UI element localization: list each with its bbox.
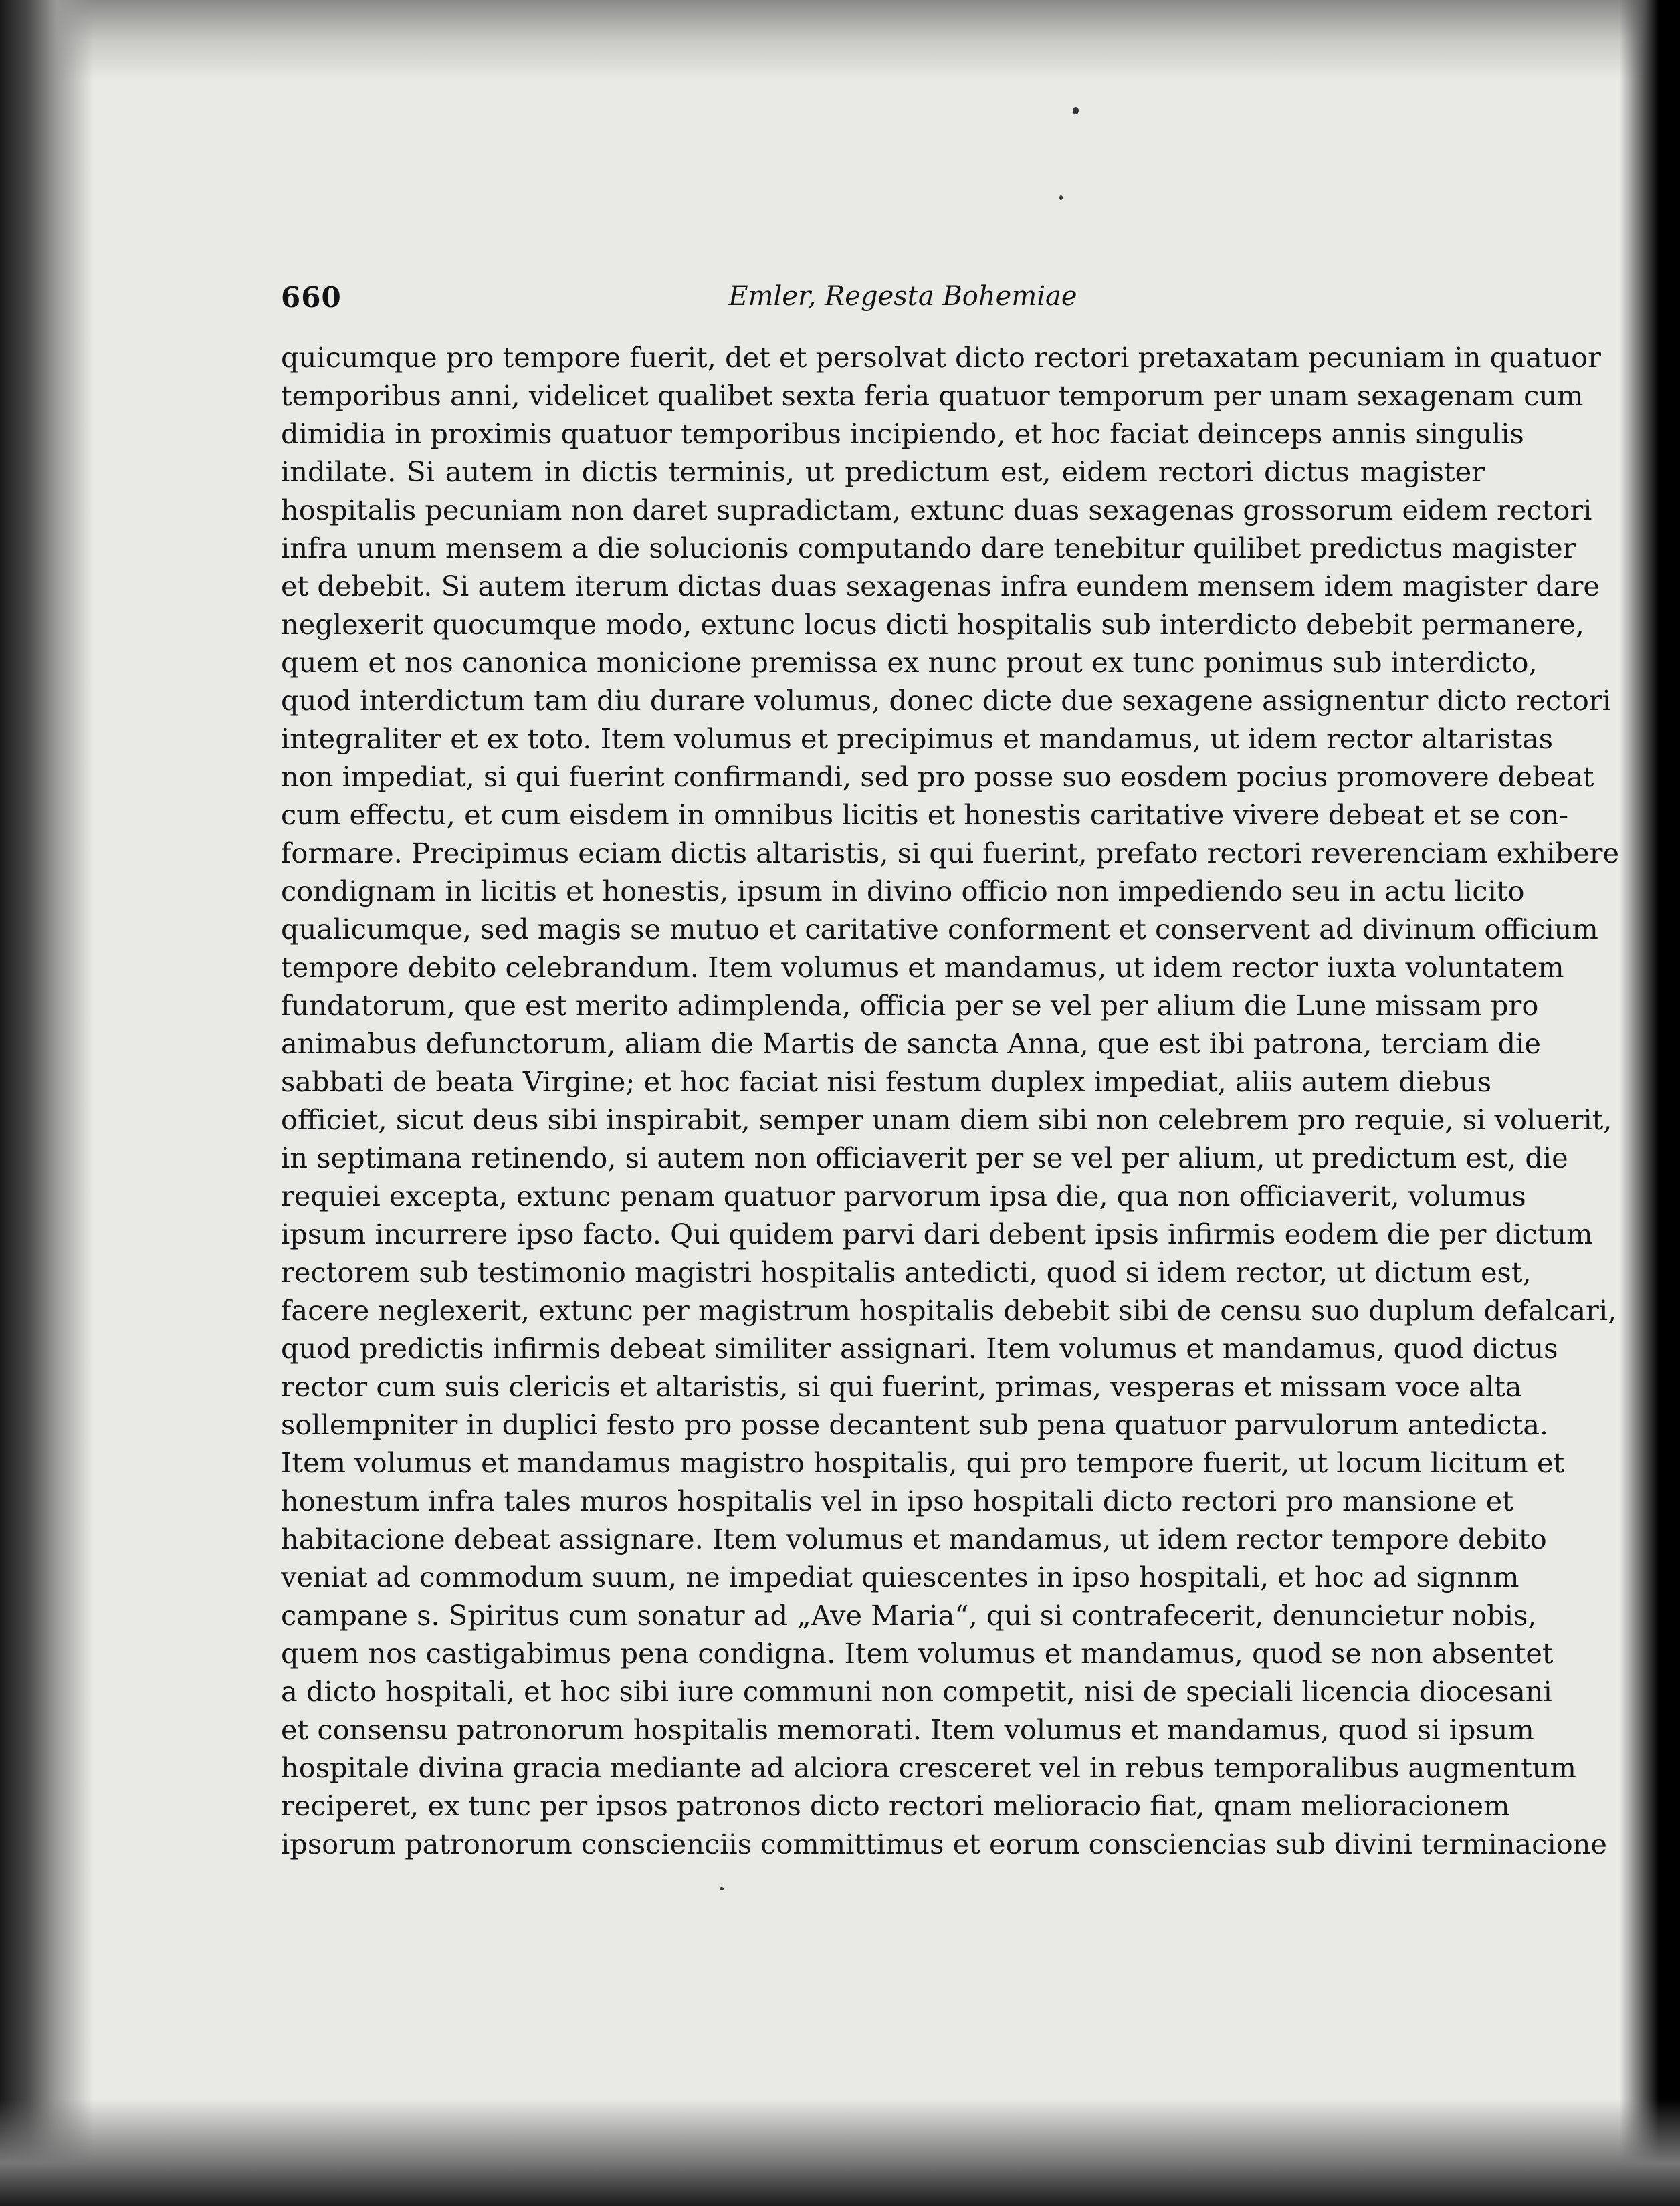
text-line: rector cum suis clericis et altaristis, si qui fuerint, primas, vesperas et missam voce alta (281, 1370, 1522, 1403)
text-line: quem nos castigabimus pena condigna. Item volumus et mandamus, quod se non absentet (281, 1637, 1554, 1670)
text-line: sabbati de beata Virgine; et hoc faciat nisi festum duplex impediat, aliis autem diebus (281, 1065, 1492, 1098)
text-line: quicumque pro tempore fuerit, det et persolvat dicto rectori pretaxatam pecuniam in quatuor (281, 341, 1601, 374)
text-line: indilate. Si autem in dictis terminis, ut predictum est, eidem rectori dictus magister (281, 455, 1485, 488)
scan-shadow-top (0, 0, 1680, 80)
text-line: animabus defunctorum, aliam die Martis de sancta Anna, que est ibi patrona, terciam die (281, 1027, 1541, 1060)
text-line: sollempniter in duplici festo pro posse decantent sub pena quatuor parvulorum antedicta. (281, 1408, 1549, 1441)
text-line: integraliter et ex toto. Item volumus et precipimus et mandamus, ut idem rector altaristas (281, 722, 1553, 755)
text-line: quod interdictum tam diu durare volumus, donec dicte due sexagene assignentur dicto rectori (281, 684, 1611, 717)
dust-speck (720, 1887, 724, 1890)
text-line: quem et nos canonica monicione premissa ex nunc prout ex tunc ponimus sub interdicto, (281, 646, 1538, 679)
text-line: cum effectu, et cum eisdem in omnibus licitis et honestis caritative vivere debeat et se con- (281, 798, 1569, 831)
text-line: Item volumus et mandamus magistro hospitalis, qui pro tempore fuerit, ut locum licitum et (281, 1446, 1565, 1479)
text-line: qualicumque, sed magis se mutuo et caritative conforment et conservent ad divinum officium (281, 913, 1598, 946)
text-line: et debebit. Si autem iterum dictas duas sexagenas infra eundem mensem idem magister dare (281, 570, 1600, 602)
text-line: tempore debito celebrandum. Item volumus et mandamus, ut idem rector iuxta voluntatem (281, 951, 1564, 984)
text-line: officiet, sicut deus sibi inspirabit, semper unam diem sibi non celebrem pro requie, si voluerit, (281, 1103, 1612, 1136)
text-line: non impediat, si qui fuerint confirmandi, sed pro posse suo eosdem pocius promovere debeat (281, 760, 1594, 793)
text-line: in septimana retinendo, si autem non officiaverit per se vel per alium, ut predictum est, die (281, 1141, 1568, 1174)
text-line: a dicto hospitali, et hoc sibi iure communi non competit, nisi de speciali licencia diocesani (281, 1675, 1552, 1708)
running-title: Emler, Regesta Bohemiae (728, 281, 1077, 312)
text-line: neglexerit quocumque modo, extunc locus dicti hospitalis sub interdicto debebit permanere, (281, 608, 1585, 641)
scan-shadow-left (0, 0, 94, 2206)
text-line: hospitale divina gracia mediante ad alciora cresceret vel in rebus temporalibus augmentum (281, 1751, 1576, 1784)
text-line: et consensu patronorum hospitalis memorati. Item volumus et mandamus, quod si ipsum (281, 1713, 1534, 1746)
text-line: hospitalis pecuniam non daret supradictam, extunc duas sexagenas grossorum eidem rectori (281, 493, 1592, 526)
page-header (281, 281, 1485, 321)
text-line: fundatorum, que est merito adimplenda, officia per se vel per alium die Lune missam pro (281, 989, 1539, 1022)
dust-speck (1073, 107, 1079, 114)
text-line: rectorem sub testimonio magistri hospitalis antedicti, quod si idem rector, ut dictum est, (281, 1256, 1532, 1289)
text-line: temporibus anni, videlicet qualibet sexta feria quatuor temporum per unam sexagenam cum (281, 379, 1584, 412)
text-line: condignam in licitis et honestis, ipsum in divino officio non impediendo seu in actu licito (281, 875, 1525, 907)
text-line: formare. Precipimus eciam dictis altaristis, si qui fuerint, prefato rectori reverenciam exhibere (281, 837, 1620, 869)
text-line: infra unum mensem a die solucionis computando dare tenebitur quilibet predictus magister (281, 532, 1576, 564)
text-line: reciperet, ex tunc per ipsos patronos dicto rectori melioracio fiat, qnam melioracionem (281, 1789, 1510, 1822)
text-line: honestum infra tales muros hospitalis vel in ipso hospitali dicto rectori pro mansione et (281, 1484, 1514, 1517)
text-line: ipsorum patronorum conscienciis committimus et eorum consciencias sub divini terminacione (281, 1828, 1607, 1860)
scan-shadow-bottom (0, 2099, 1680, 2206)
dust-speck (1059, 195, 1063, 200)
text-line: habitacione debeat assignare. Item volumus et mandamus, ut idem rector tempore debito (281, 1523, 1547, 1555)
text-line: dimidia in proximis quatuor temporibus incipiendo, et hoc faciat deinceps annis singulis (281, 417, 1524, 450)
page-number: 660 (281, 281, 342, 314)
text-line: requiei excepta, extunc penam quatuor parvorum ipsa die, qua non officiaverit, volumus (281, 1180, 1526, 1212)
text-line: facere neglexerit, extunc per magistrum hospitalis debebit sibi de censu suo duplum defalcari, (281, 1294, 1617, 1327)
text-line: veniat ad commodum suum, ne impediat quiescentes in ipso hospitali, et hoc ad signnm (281, 1561, 1519, 1593)
document-page (281, 281, 1620, 1863)
text-line: ipsum incurrere ipso facto. Qui quidem parvi dari debent ipsis infirmis eodem die per dictum (281, 1218, 1593, 1250)
scan-shadow-right (1620, 0, 1680, 2206)
text-line: campane s. Spiritus cum sonatur ad „Ave Maria“, qui si contrafecerit, denuncietur nobis, (281, 1599, 1537, 1632)
text-line: quod predictis infirmis debeat similiter assignari. Item volumus et mandamus, quod dictus (281, 1332, 1558, 1365)
body-text (281, 338, 1620, 1863)
